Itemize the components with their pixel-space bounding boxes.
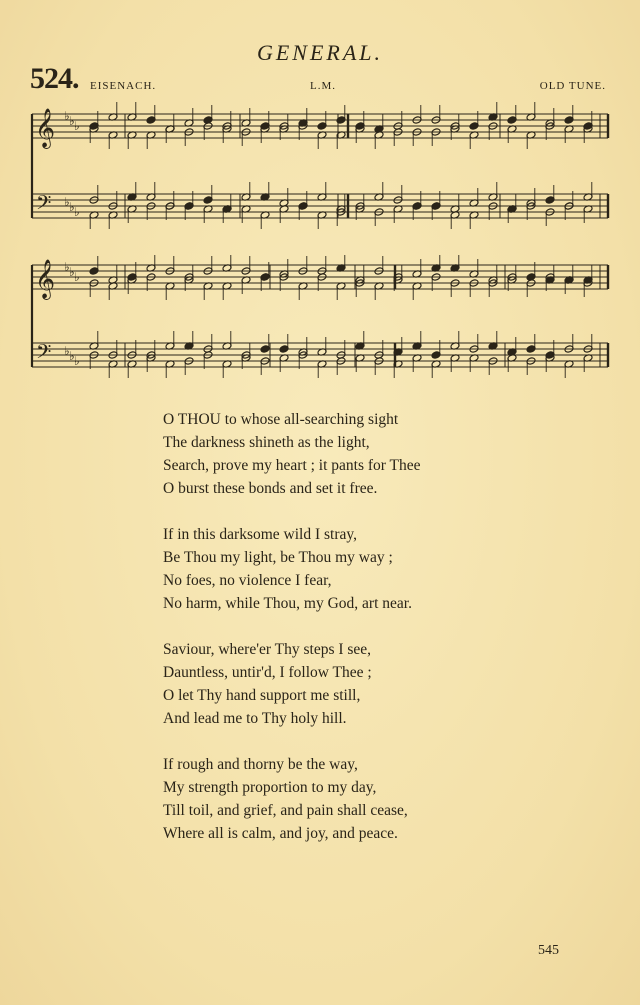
verse-line: And lead me to Thy holy hill. [163, 710, 347, 727]
bass-clef-icon: 𝄢 [36, 191, 52, 219]
flat-icon: ♭ [64, 260, 70, 274]
flat-icon: ♭ [74, 119, 80, 133]
tune-name: EISENACH. [90, 80, 157, 92]
flat-icon: ♭ [74, 354, 80, 368]
verse-line: Search, prove my heart ; it pants for Thee [163, 457, 421, 474]
flat-icon: ♭ [69, 114, 75, 128]
flat-icon: ♭ [64, 109, 70, 123]
stanza-3 [163, 638, 583, 730]
treble-clef-icon: 𝄞 [35, 259, 56, 299]
treble-clef-icon: 𝄞 [35, 108, 56, 148]
music-score-system-1 [30, 96, 615, 246]
verse-line: Where all is calm, and joy, and peace. [163, 825, 398, 842]
flat-icon: ♭ [64, 195, 70, 209]
verse-line: Dauntless, untir'd, I follow Thee ; [163, 664, 372, 681]
flat-icon: ♭ [69, 200, 75, 214]
verse-line: Be Thou my light, be Thou my way ; [163, 549, 393, 566]
verse-line: No foes, no violence I fear, [163, 572, 332, 589]
stanza-2 [163, 523, 583, 615]
flat-icon: ♭ [69, 265, 75, 279]
hymn-number: 524. [30, 62, 79, 95]
verse-line: If in this darksome wild I stray, [163, 526, 357, 543]
flat-icon: ♭ [74, 205, 80, 219]
flat-icon: ♭ [69, 349, 75, 363]
verse-line: O THOU to whose all-searching sight [163, 411, 399, 428]
stanza-1 [163, 408, 583, 500]
stanza-4 [163, 753, 583, 845]
flat-icon: ♭ [74, 270, 80, 284]
hymn-verses [163, 408, 583, 868]
page-number: 545 [538, 943, 559, 958]
verse-line: O let Thy hand support me still, [163, 687, 361, 704]
verse-line: O burst these bonds and set it free. [163, 480, 378, 497]
flat-icon: ♭ [64, 344, 70, 358]
verse-line: If rough and thorny be the way, [163, 756, 358, 773]
meter: L.M. [310, 80, 336, 92]
tune-source: OLD TUNE. [539, 80, 606, 92]
verse-line: Till toil, and grief, and pain shall cease, [163, 802, 408, 819]
music-score-system-2 [30, 255, 615, 390]
section-title: GENERAL. [256, 40, 384, 65]
verse-line: No harm, while Thou, my God, art near. [163, 595, 412, 612]
bass-clef-icon: 𝄢 [36, 340, 52, 368]
verse-line: Saviour, where'er Thy steps I see, [163, 641, 372, 658]
verse-line: My strength proportion to my day, [163, 779, 377, 796]
verse-line: The darkness shineth as the light, [163, 434, 370, 451]
